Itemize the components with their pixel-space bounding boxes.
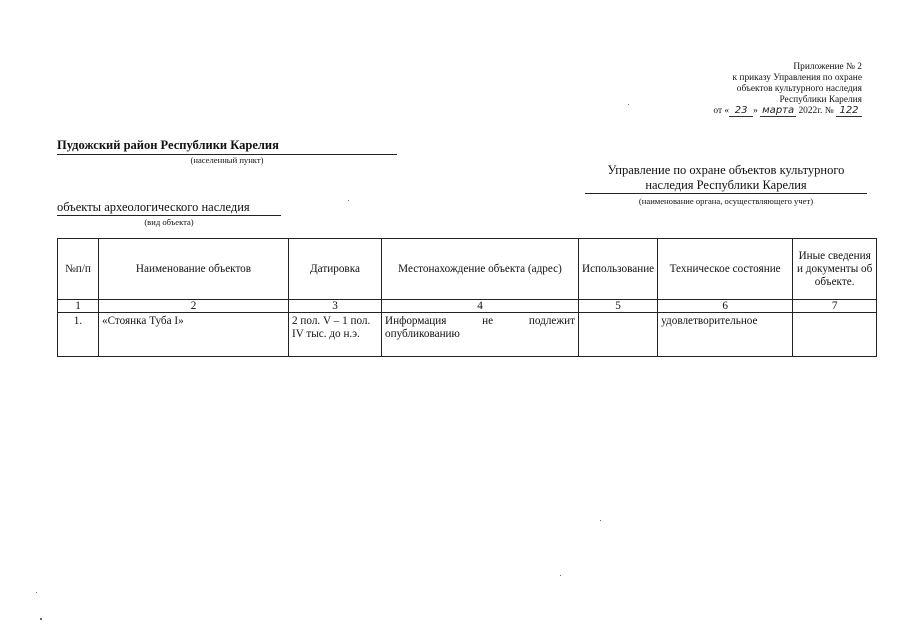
column-number: 1 [58,300,99,313]
header-name: Наименование объектов [99,239,289,300]
appendix-title: Приложение № 2 [793,62,862,72]
column-number: 5 [579,300,658,313]
appendix-date-line [642,106,862,117]
column-number: 7 [793,300,877,313]
order-number-handwritten: 122 [836,106,862,117]
date-month-handwritten: марта [760,106,796,117]
column-number: 3 [289,300,382,313]
scan-speck [36,592,37,593]
row-location: Информация не подлежит опубликованию [382,313,579,357]
appendix-heritage-line: объектов культурного наследия [736,84,862,94]
settlement-field [57,138,397,165]
row-usage [579,313,658,357]
date-mid: » [753,106,758,116]
object-kind-value: объекты археологического наследия [57,200,281,216]
appendix-order-line: к приказу Управления по охране [732,73,862,83]
heritage-register-table [57,238,877,357]
appendix-republic-line: Республики Карелия [779,95,862,105]
table-header-row [58,239,877,300]
scan-speck [600,520,601,521]
date-year: 2022г. № [798,106,834,116]
authority-value: Управление по охране объектов культурного наследия Республики Карелия [585,163,867,194]
scan-speck [628,104,629,105]
row-condition: удовлетворительное [658,313,793,357]
row-dating: 2 пол. V – 1 пол. IV тыс. до н.э. [289,313,382,357]
date-day-handwritten: 23 [729,106,753,117]
row-other [793,313,877,357]
appendix-block [642,62,862,117]
column-number: 2 [99,300,289,313]
authority-field [585,163,867,206]
scan-speck [348,200,349,201]
header-location: Местонахождение объекта (адрес) [382,239,579,300]
header-condition: Техническое состояние [658,239,793,300]
date-prefix: от « [713,106,730,116]
settlement-value: Пудожский район Республики Карелия [57,138,397,155]
header-usage: Использование [579,239,658,300]
row-object-name: «Стоянка Туба I» [99,313,289,357]
object-kind-caption: (вид объекта) [144,217,194,227]
table-row [58,313,877,357]
authority-caption: (наименование органа, осуществляющего учет) [638,196,814,206]
column-number: 4 [382,300,579,313]
header-dating: Датировка [289,239,382,300]
header-other: Иные сведения и документы об объекте. [793,239,877,300]
object-kind-field [57,200,281,227]
settlement-caption: (населенный пункт) [190,155,264,165]
scan-speck [40,618,42,620]
column-number-row [58,300,877,313]
scan-speck [560,575,561,576]
header-number: №п/п [58,239,99,300]
row-number: 1. [58,313,99,357]
column-number: 6 [658,300,793,313]
